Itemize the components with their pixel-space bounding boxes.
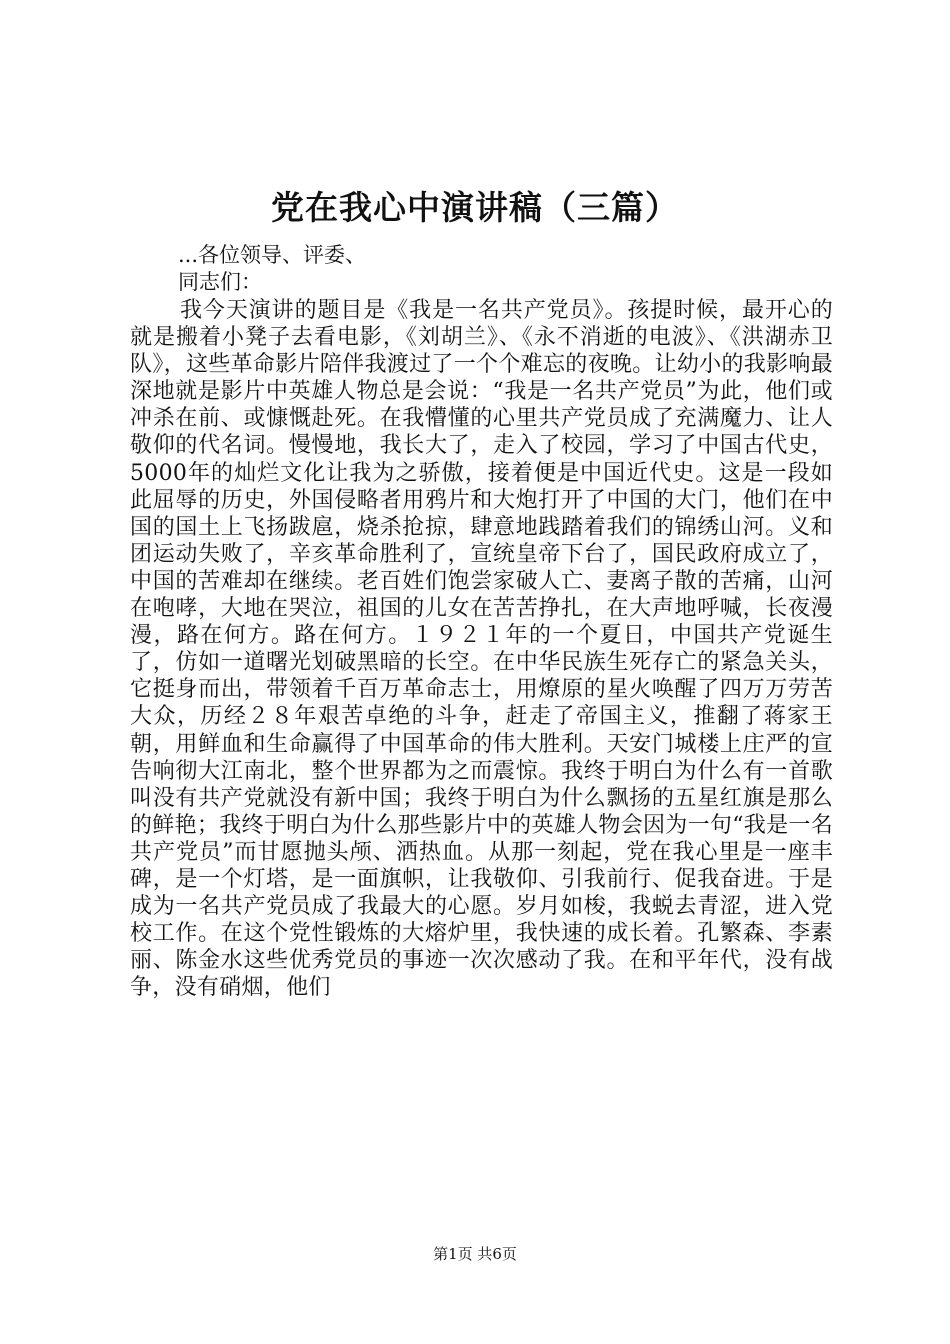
salutation-line-2: 同志们： xyxy=(178,270,262,294)
document-title: 党在我心中演讲稿（三篇） xyxy=(271,188,679,227)
page-footer: 第1页 共6页 xyxy=(433,1245,517,1263)
salutation-line-1: ...各位领导、评委、 xyxy=(178,243,367,267)
body-paragraph: 我今天演讲的题目是《我是一名共产党员》。孩提时候，最开心的就是搬着小凳子去看电影，《刘胡兰》、《永不消逝的电波》、《洪湖赤卫队》，这些革命影片陪伴我渡过了一个个难忘的夜晚。让幼小的我影响最深地就是影片中英雄人物总是会说：“我是一名共产党员”为此，他们或冲杀在前、或慷慨赴死。在我懵懂的心里共产党员成了充满魔力、让人敬仰的代名词。慢慢地，我长大了，走入了校园，学习了中国古代史，5000年的灿烂文化让我为之骄傲，接着便是中国近代史。这是一段如此屈辱的历史，外国侵略者用鸦片和大炮打开了中国的大门，他们在中国的国土上飞扬跋扈，烧杀抢掠，肆意地践踏着我们的锦绣山河。义和团运动失败了，辛亥革命胜利了，宣统皇帝下台了，国民政府成立了，中国的苦难却在继续。老百姓们饱尝家破人亡、妻离子散的苦痛，山河在咆哮，大地在哭泣，祖国的儿女在苦苦挣扎，在大声地呼喊，长夜漫漫，路在何方。路在何方。１９２１年的一个夏日，中国共产党诞生了，仿如一道曙光划破黑暗的长空。在中华民族生死存亡的紧急关头，它挺身而出，带领着千百万革命志士，用燎原的星火唤醒了四万万劳苦大众，历经２８年艰苦卓绝的斗争，赶走了帝国主义，推翻了蒋家王朝，用鲜血和生命赢得了中国革命的伟大胜利。天安门城楼上庄严的宣告响彻大江南北，整个世界都为之而震惊。我终于明白为什么有一首歌叫没有共产党就没有新中国；我终于明白为什么飘扬的五星红旗是那么的鲜艳；我终于明白为什么那些影片中的英雄人物会因为一句“我是一名共产党员”而甘愿抛头颅、洒热血。从那一刻起，党在我心里是一座丰碑，是一个灯塔，是一面旗帜，让我敬仰、引我前行、促我奋进。于是成为一名共产党员成了我最大的心愿。岁月如梭，我蜕去青涩，进入党校工作。在这个党性锻炼的大熔炉里，我快速的成长着。孔繁森、李素丽、陈金水这些优秀党员的事迹一次次感动了我。在和平年代，没有战争，没有硝烟，他们 xyxy=(130,298,833,1001)
